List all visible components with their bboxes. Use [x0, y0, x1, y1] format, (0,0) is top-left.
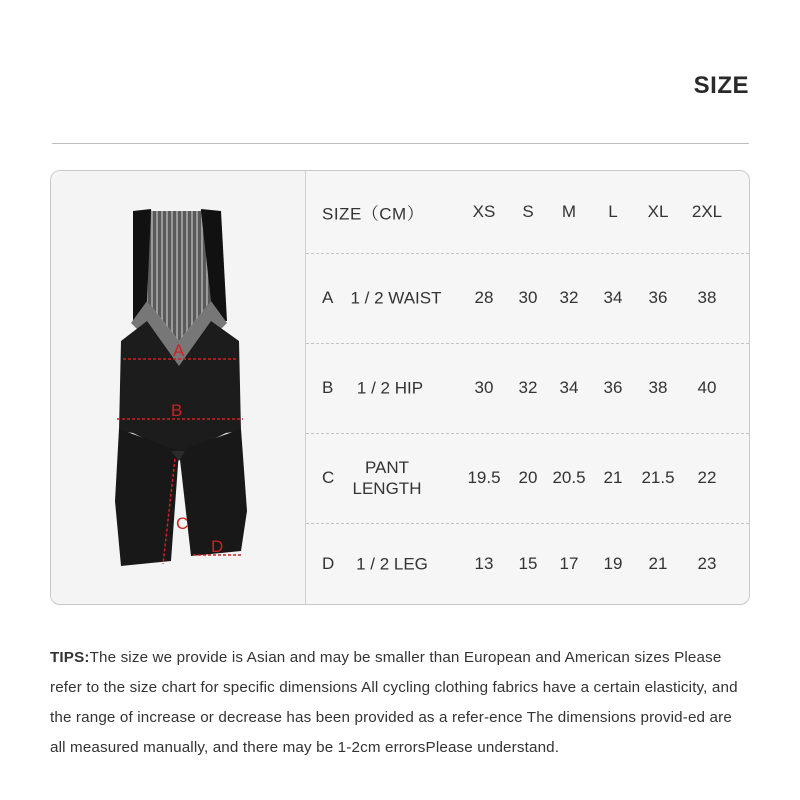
size-header: M	[561, 202, 577, 221]
size-value: 34	[559, 378, 579, 397]
size-value: 21.5	[641, 468, 675, 487]
tips-label: TIPS:	[50, 649, 90, 666]
size-value: 30	[518, 288, 538, 307]
table-row	[306, 253, 749, 343]
size-value: 32	[559, 288, 579, 307]
size-value: 28	[474, 288, 494, 307]
marker-d: D	[211, 537, 224, 556]
table-row	[306, 343, 749, 433]
size-chart-card	[50, 170, 750, 605]
size-value: 38	[648, 378, 668, 397]
size-value: 17	[559, 553, 579, 573]
size-value: 36	[648, 288, 668, 307]
measure-name: 1 / 2 HIP	[356, 378, 424, 398]
size-value: 13	[474, 553, 494, 573]
figure-panel	[51, 171, 305, 604]
bib-shorts-illustration	[51, 171, 305, 604]
size-value: 38	[697, 288, 717, 307]
size-value: 30	[474, 378, 494, 397]
size-value: 40	[697, 378, 717, 397]
size-value: 23	[697, 553, 717, 573]
measure-name: 1 / 2 WAIST	[350, 288, 442, 308]
size-header: L	[608, 202, 618, 221]
measure-name: PANT LENGTH	[352, 458, 422, 498]
measure-code: C	[322, 468, 335, 487]
tips-paragraph	[50, 643, 750, 763]
size-value: 19.5	[467, 468, 501, 487]
size-header: S	[522, 202, 534, 221]
table-row	[306, 523, 749, 604]
size-value: 20	[518, 468, 538, 487]
table-row	[306, 433, 749, 523]
table-header-row	[306, 171, 749, 253]
size-value: 36	[603, 378, 623, 397]
header-label: SIZE（CM）	[322, 204, 425, 224]
size-value: 34	[603, 288, 623, 307]
size-header: 2XL	[691, 202, 723, 221]
marker-b: B	[171, 401, 183, 420]
measure-code: B	[322, 378, 334, 397]
size-value: 21	[603, 468, 623, 487]
size-value: 32	[518, 378, 538, 397]
size-value: 19	[603, 553, 623, 573]
size-table	[306, 171, 749, 604]
size-value: 21	[648, 553, 668, 573]
measure-name: 1 / 2 LEG	[356, 554, 428, 573]
tips-text: The size we provide is Asian and may be smaller than European and American sizes Please refer to the size chart for specific dimensions All cycling clothing fabrics have a certain elasticity, and the range of increase or decrease has been provided as a refer-ence The dimensions provid-ed are all measured manually, and there may be 1-2cm errorsPlease understand.	[50, 649, 738, 756]
page-title: SIZE	[693, 72, 749, 99]
measure-code: A	[322, 288, 334, 307]
size-header: XL	[647, 202, 669, 221]
size-value: 22	[697, 468, 717, 487]
size-header: XS	[472, 202, 496, 221]
size-value: 20.5	[552, 468, 586, 487]
marker-c: C	[176, 514, 189, 533]
size-value: 15	[518, 553, 538, 573]
title-divider	[52, 143, 749, 144]
measure-code: D	[322, 553, 335, 573]
marker-a: A	[173, 341, 185, 360]
